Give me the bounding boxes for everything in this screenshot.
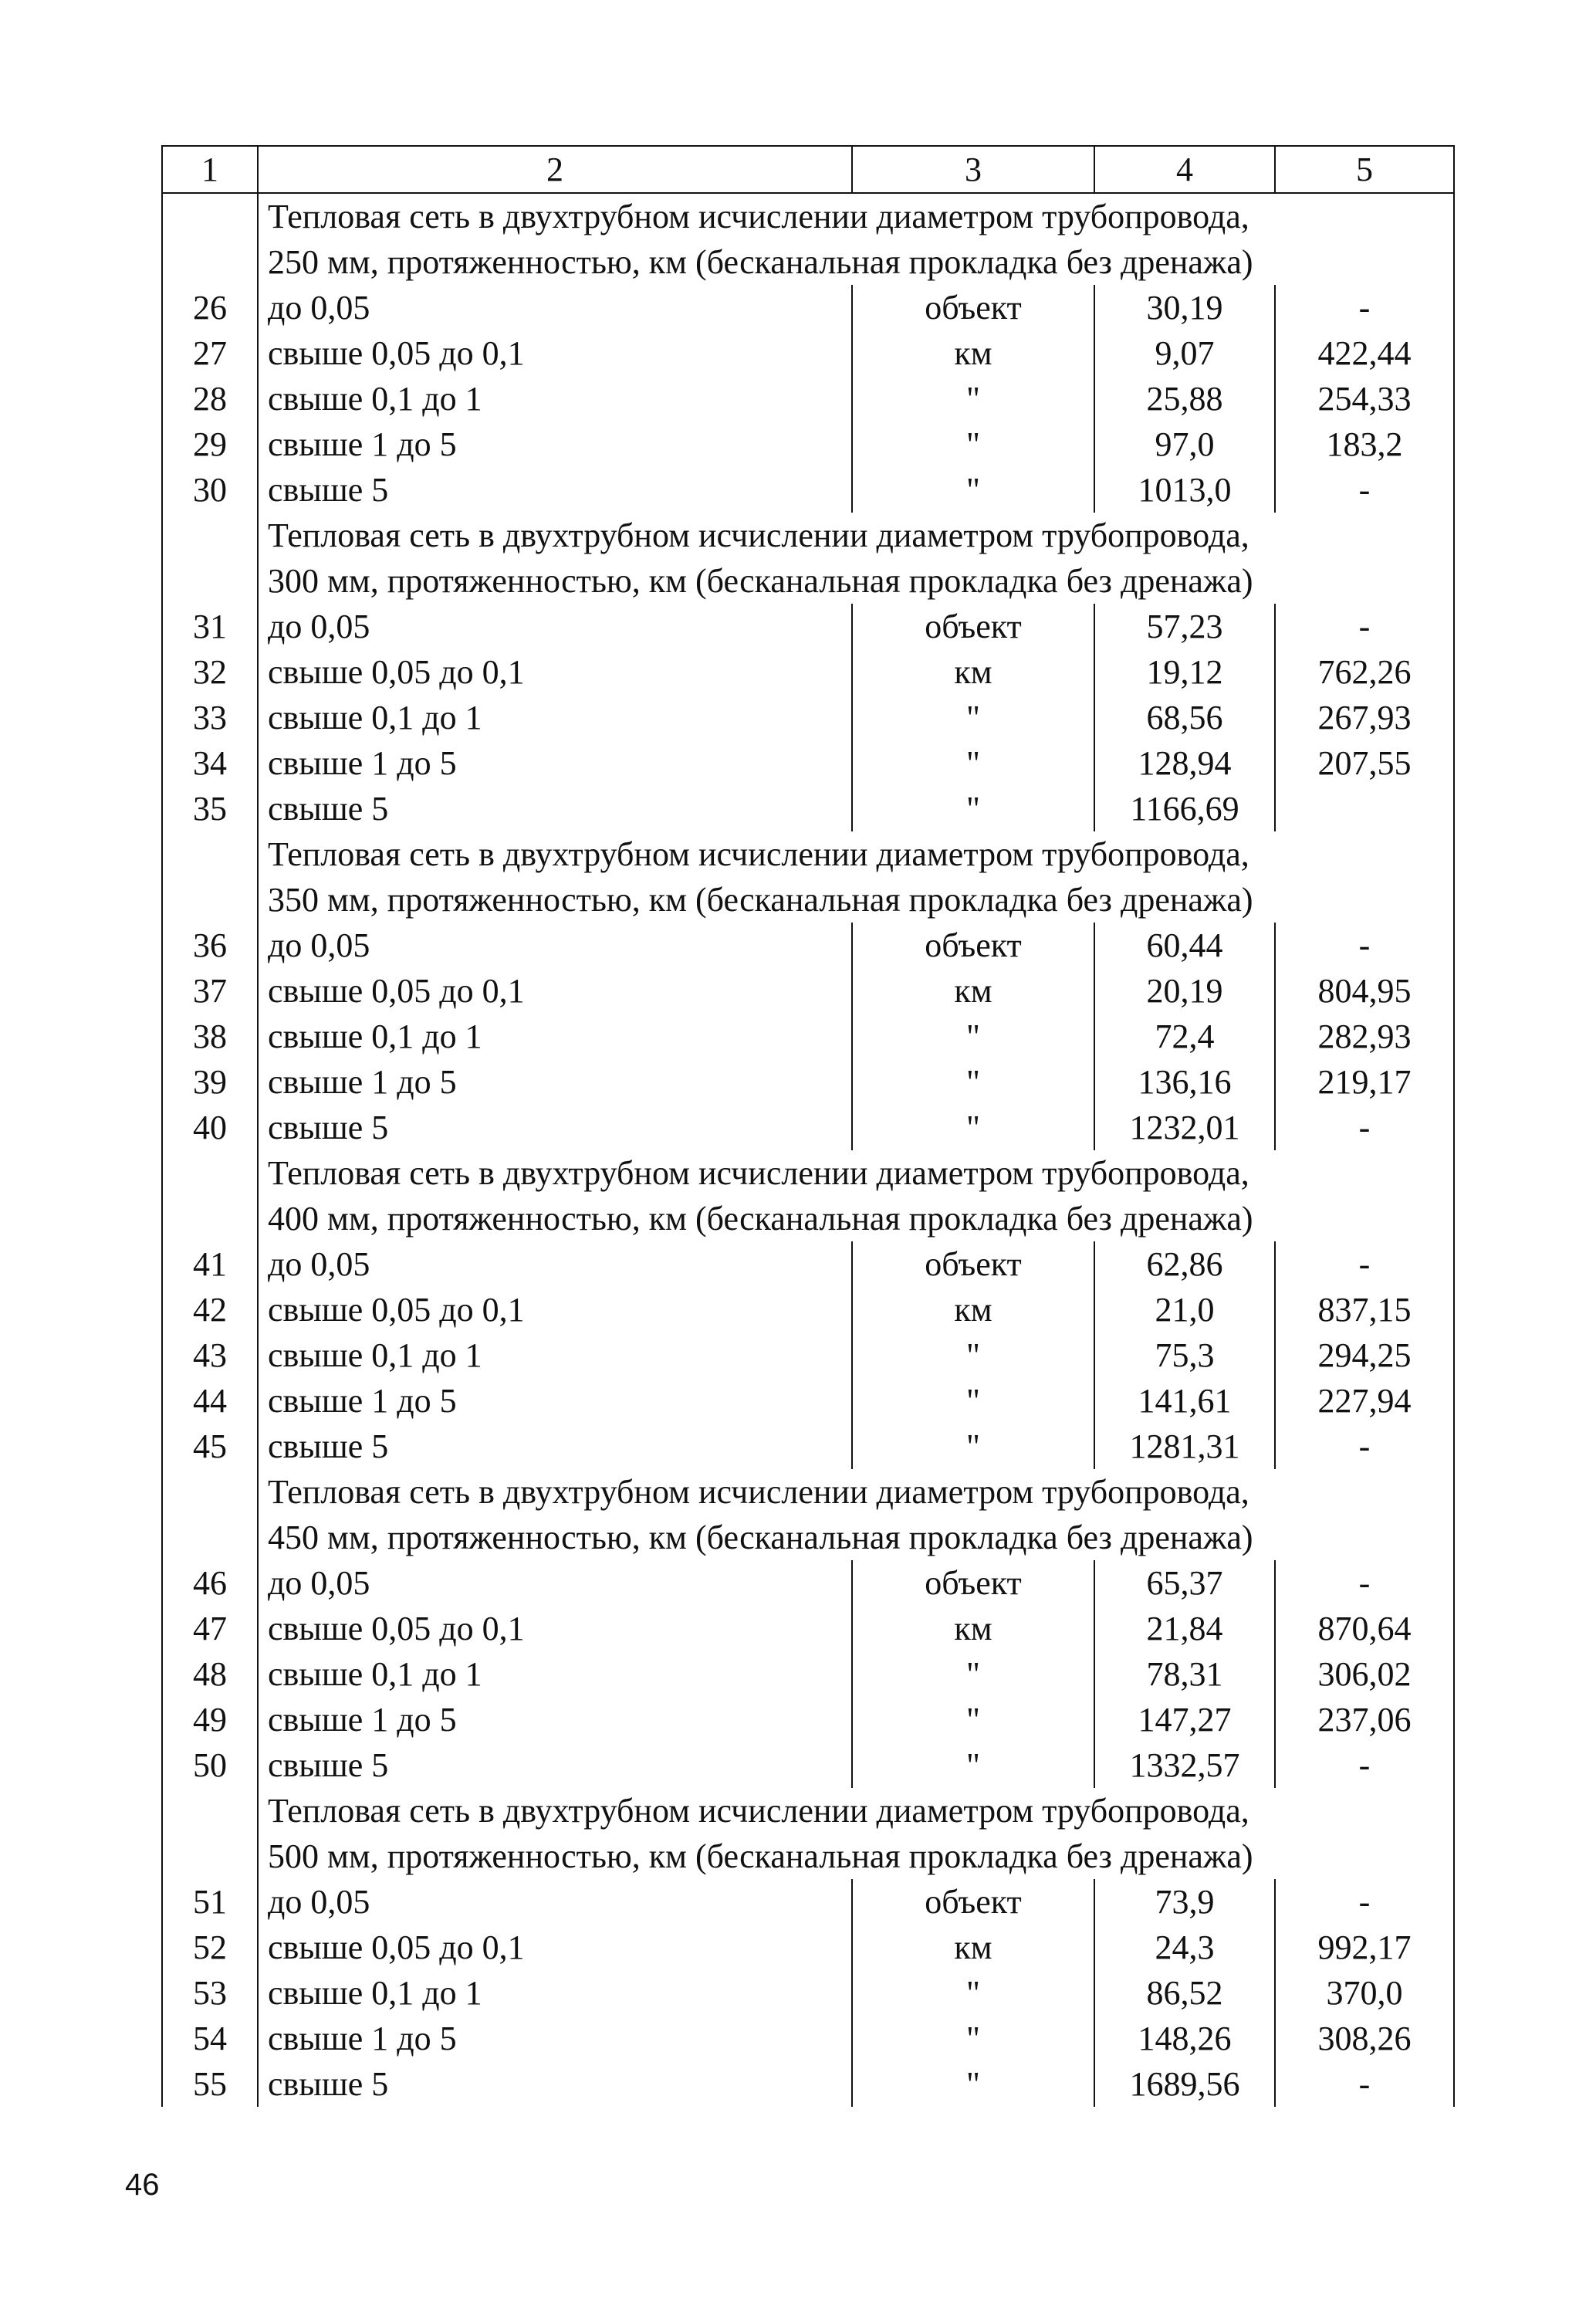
row-value-4: 148,26 [1094,2016,1275,2061]
row-unit: " [852,1742,1094,1788]
row-value-4: 86,52 [1094,1970,1275,2016]
row-name: свыше 0,05 до 0,1 [268,653,525,691]
row-unit: " [852,1424,1094,1469]
table-row [162,1606,1454,1651]
row-value-4: 62,86 [1094,1241,1275,1287]
table-row [162,1105,1454,1150]
row-number: 31 [162,604,258,649]
row-name: свыше 5 [268,2065,389,2103]
row-number: 45 [162,1424,258,1469]
row-name: свыше 1 до 5 [268,1063,457,1101]
row-value-5: 762,26 [1275,649,1454,695]
row-unit: объект [852,604,1094,649]
section-title-line: 500 мм, протяженностью, км (бесканальная прокладка без дренажа) [268,1837,1253,1875]
row-value-4: 9,07 [1094,330,1275,376]
page-number: 46 [125,2168,160,2202]
row-value-5: - [1275,1742,1454,1788]
row-number: 51 [162,1879,258,1925]
row-name: свыше 0,1 до 1 [268,1655,482,1693]
row-value-4: 97,0 [1094,422,1275,467]
row-value-4: 75,3 [1094,1332,1275,1378]
section-title-line: Тепловая сеть в двухтрубном исчислении диаметром трубопровода, [268,516,1249,554]
row-value-5: - [1275,2061,1454,2107]
row-number: 28 [162,376,258,422]
row-number: 55 [162,2061,258,2107]
section-title-line: Тепловая сеть в двухтрубном исчислении диаметром трубопровода, [268,1792,1249,1830]
table-row [162,2061,1454,2107]
table-row [162,1424,1454,1469]
row-value-5: 308,26 [1275,2016,1454,2061]
row-value-5: 804,95 [1275,968,1454,1014]
row-name: свыше 0,05 до 0,1 [268,1610,525,1647]
row-value-5: 254,33 [1275,376,1454,422]
row-unit: " [852,2061,1094,2107]
row-value-4: 30,19 [1094,285,1275,330]
row-value-5: 227,94 [1275,1378,1454,1424]
row-number: 32 [162,649,258,695]
row-unit: " [852,1014,1094,1059]
row-number: 37 [162,968,258,1014]
section-number-cell [162,831,258,923]
row-value-5: - [1275,1105,1454,1150]
row-value-4: 128,94 [1094,740,1275,786]
row-name: свыше 0,1 до 1 [268,1974,482,2012]
row-value-4: 57,23 [1094,604,1275,649]
row-unit: " [852,1697,1094,1742]
row-name: свыше 5 [268,1109,389,1146]
table-row [162,1059,1454,1105]
row-value-4: 147,27 [1094,1697,1275,1742]
table-row [162,1651,1454,1697]
table-row [162,1970,1454,2016]
table-row [162,1879,1454,1925]
row-unit: " [852,467,1094,513]
row-value-5: 183,2 [1275,422,1454,467]
row-unit: " [852,1651,1094,1697]
row-unit: " [852,1378,1094,1424]
section-title-line: Тепловая сеть в двухтрубном исчислении диаметром трубопровода, [268,198,1249,235]
row-number: 33 [162,695,258,740]
row-name: свыше 0,1 до 1 [268,1017,482,1055]
section-number-cell [162,193,258,285]
header-row [162,146,1454,193]
row-value-4: 19,12 [1094,649,1275,695]
row-unit: " [852,1059,1094,1105]
row-unit: объект [852,285,1094,330]
table-row [162,1925,1454,1970]
section-title-row [162,193,1454,285]
row-value-5: - [1275,467,1454,513]
section-title-row [162,513,1454,604]
row-name: свыше 1 до 5 [268,425,457,463]
row-name: свыше 5 [268,790,389,828]
row-number: 46 [162,1560,258,1606]
row-unit: км [852,649,1094,695]
norms-table [161,145,1455,2107]
row-value-5: 837,15 [1275,1287,1454,1332]
row-number: 27 [162,330,258,376]
row-value-5: 219,17 [1275,1059,1454,1105]
section-title [258,193,1454,285]
table-row [162,376,1454,422]
row-unit: км [852,1925,1094,1970]
section-number-cell [162,1150,258,1241]
row-name: до 0,05 [268,289,370,327]
row-name: до 0,05 [268,926,370,964]
section-title-line: Тепловая сеть в двухтрубном исчислении диаметром трубопровода, [268,1473,1249,1511]
section-title-line: 300 мм, протяженностью, км (бесканальная прокладка без дренажа) [268,562,1253,600]
section-title-row [162,831,1454,923]
table-row [162,1332,1454,1378]
row-value-4: 1232,01 [1094,1105,1275,1150]
section-title-row [162,1150,1454,1241]
row-name: свыше 0,05 до 0,1 [268,1291,525,1329]
section-title-row [162,1469,1454,1560]
row-number: 36 [162,923,258,968]
row-number: 50 [162,1742,258,1788]
row-number: 38 [162,1014,258,1059]
row-number: 53 [162,1970,258,2016]
row-value-4: 1166,69 [1094,786,1275,831]
row-name: свыше 0,1 до 1 [268,1336,482,1374]
row-name: свыше 1 до 5 [268,1701,457,1739]
row-number: 44 [162,1378,258,1424]
row-unit: объект [852,923,1094,968]
row-unit: объект [852,1879,1094,1925]
row-name: свыше 5 [268,1427,389,1465]
section-title-line: Тепловая сеть в двухтрубном исчислении диаметром трубопровода, [268,835,1249,873]
row-name: свыше 0,05 до 0,1 [268,334,525,372]
row-number: 34 [162,740,258,786]
row-value-4: 1281,31 [1094,1424,1275,1469]
row-value-4: 21,84 [1094,1606,1275,1651]
row-value-5: 306,02 [1275,1651,1454,1697]
row-unit: объект [852,1241,1094,1287]
row-value-4: 73,9 [1094,1879,1275,1925]
row-unit: " [852,786,1094,831]
row-name: свыше 1 до 5 [268,744,457,782]
row-number: 47 [162,1606,258,1651]
row-value-5: - [1275,1424,1454,1469]
table-row [162,330,1454,376]
row-value-5: - [1275,285,1454,330]
section-title [258,1469,1454,1560]
table-body [162,146,1454,2107]
header-cell-5: 5 [1275,146,1454,193]
row-number: 40 [162,1105,258,1150]
row-value-4: 1689,56 [1094,2061,1275,2107]
row-value-5: - [1275,1241,1454,1287]
header-cell-3: 3 [852,146,1094,193]
row-value-4: 21,0 [1094,1287,1275,1332]
row-value-4: 68,56 [1094,695,1275,740]
table-row [162,1560,1454,1606]
table-row [162,1241,1454,1287]
row-value-5: 422,44 [1275,330,1454,376]
table-row [162,740,1454,786]
row-number: 41 [162,1241,258,1287]
row-number: 43 [162,1332,258,1378]
row-value-5: 294,25 [1275,1332,1454,1378]
row-unit: " [852,376,1094,422]
section-title-line: 400 мм, протяженностью, км (бесканальная прокладка без дренажа) [268,1200,1253,1238]
row-name: свыше 0,05 до 0,1 [268,1928,525,1966]
section-number-cell [162,1469,258,1560]
row-name: свыше 0,1 до 1 [268,699,482,736]
row-value-4: 20,19 [1094,968,1275,1014]
table-row [162,1287,1454,1332]
table-row [162,695,1454,740]
row-value-5: 370,0 [1275,1970,1454,2016]
row-unit: " [852,1970,1094,2016]
table-row [162,649,1454,695]
row-value-5: 870,64 [1275,1606,1454,1651]
row-name: до 0,05 [268,608,370,645]
row-unit: " [852,422,1094,467]
row-value-4: 25,88 [1094,376,1275,422]
row-value-5: - [1275,923,1454,968]
row-value-4: 136,16 [1094,1059,1275,1105]
section-title [258,513,1454,604]
table-row [162,2016,1454,2061]
row-name: до 0,05 [268,1564,370,1602]
row-name: свыше 1 до 5 [268,2020,457,2057]
row-value-5: 207,55 [1275,740,1454,786]
section-title-line: 350 мм, протяженностью, км (бесканальная прокладка без дренажа) [268,881,1253,919]
section-title-row [162,1788,1454,1879]
row-number: 49 [162,1697,258,1742]
table-row [162,968,1454,1014]
row-value-5: - [1275,1560,1454,1606]
row-name: свыше 5 [268,471,389,509]
row-number: 29 [162,422,258,467]
row-value-5: 992,17 [1275,1925,1454,1970]
row-value-5: 267,93 [1275,695,1454,740]
section-title-line: 450 мм, протяженностью, км (бесканальная прокладка без дренажа) [268,1519,1253,1556]
row-unit: " [852,1332,1094,1378]
section-title-line: Тепловая сеть в двухтрубном исчислении диаметром трубопровода, [268,1154,1249,1192]
row-name: свыше 0,1 до 1 [268,380,482,418]
row-unit: " [852,2016,1094,2061]
row-number: 48 [162,1651,258,1697]
table-row [162,1378,1454,1424]
row-value-5: 237,06 [1275,1697,1454,1742]
row-value-5: - [1275,1879,1454,1925]
row-value-4: 1332,57 [1094,1742,1275,1788]
section-title [258,1150,1454,1241]
row-value-5 [1275,786,1454,831]
row-name: свыше 1 до 5 [268,1382,457,1420]
row-name: свыше 0,05 до 0,1 [268,972,525,1010]
row-value-4: 65,37 [1094,1560,1275,1606]
row-number: 54 [162,2016,258,2061]
row-number: 30 [162,467,258,513]
table-row [162,923,1454,968]
row-name: свыше 5 [268,1746,389,1784]
row-unit: " [852,695,1094,740]
header-cell-2: 2 [258,146,852,193]
row-unit: км [852,330,1094,376]
table-row [162,422,1454,467]
row-number: 52 [162,1925,258,1970]
row-value-4: 141,61 [1094,1378,1275,1424]
row-unit: объект [852,1560,1094,1606]
table-row [162,786,1454,831]
row-unit: " [852,740,1094,786]
row-name: до 0,05 [268,1245,370,1283]
table-row [162,467,1454,513]
row-unit: км [852,1287,1094,1332]
row-value-4: 78,31 [1094,1651,1275,1697]
section-number-cell [162,1788,258,1879]
table-row [162,1014,1454,1059]
section-title [258,831,1454,923]
row-unit: км [852,968,1094,1014]
row-number: 39 [162,1059,258,1105]
row-value-4: 24,3 [1094,1925,1275,1970]
row-value-4: 72,4 [1094,1014,1275,1059]
table-row [162,285,1454,330]
header-cell-4: 4 [1094,146,1275,193]
row-value-5: 282,93 [1275,1014,1454,1059]
row-name: до 0,05 [268,1883,370,1921]
row-value-4: 1013,0 [1094,467,1275,513]
section-number-cell [162,513,258,604]
table-row [162,604,1454,649]
section-title-line: 250 мм, протяженностью, км (бесканальная прокладка без дренажа) [268,243,1253,281]
row-value-5: - [1275,604,1454,649]
row-number: 42 [162,1287,258,1332]
row-value-4: 60,44 [1094,923,1275,968]
row-unit: км [852,1606,1094,1651]
row-number: 26 [162,285,258,330]
table-row [162,1697,1454,1742]
header-cell-1: 1 [162,146,258,193]
row-number: 35 [162,786,258,831]
table-row [162,1742,1454,1788]
section-title [258,1788,1454,1879]
row-unit: " [852,1105,1094,1150]
